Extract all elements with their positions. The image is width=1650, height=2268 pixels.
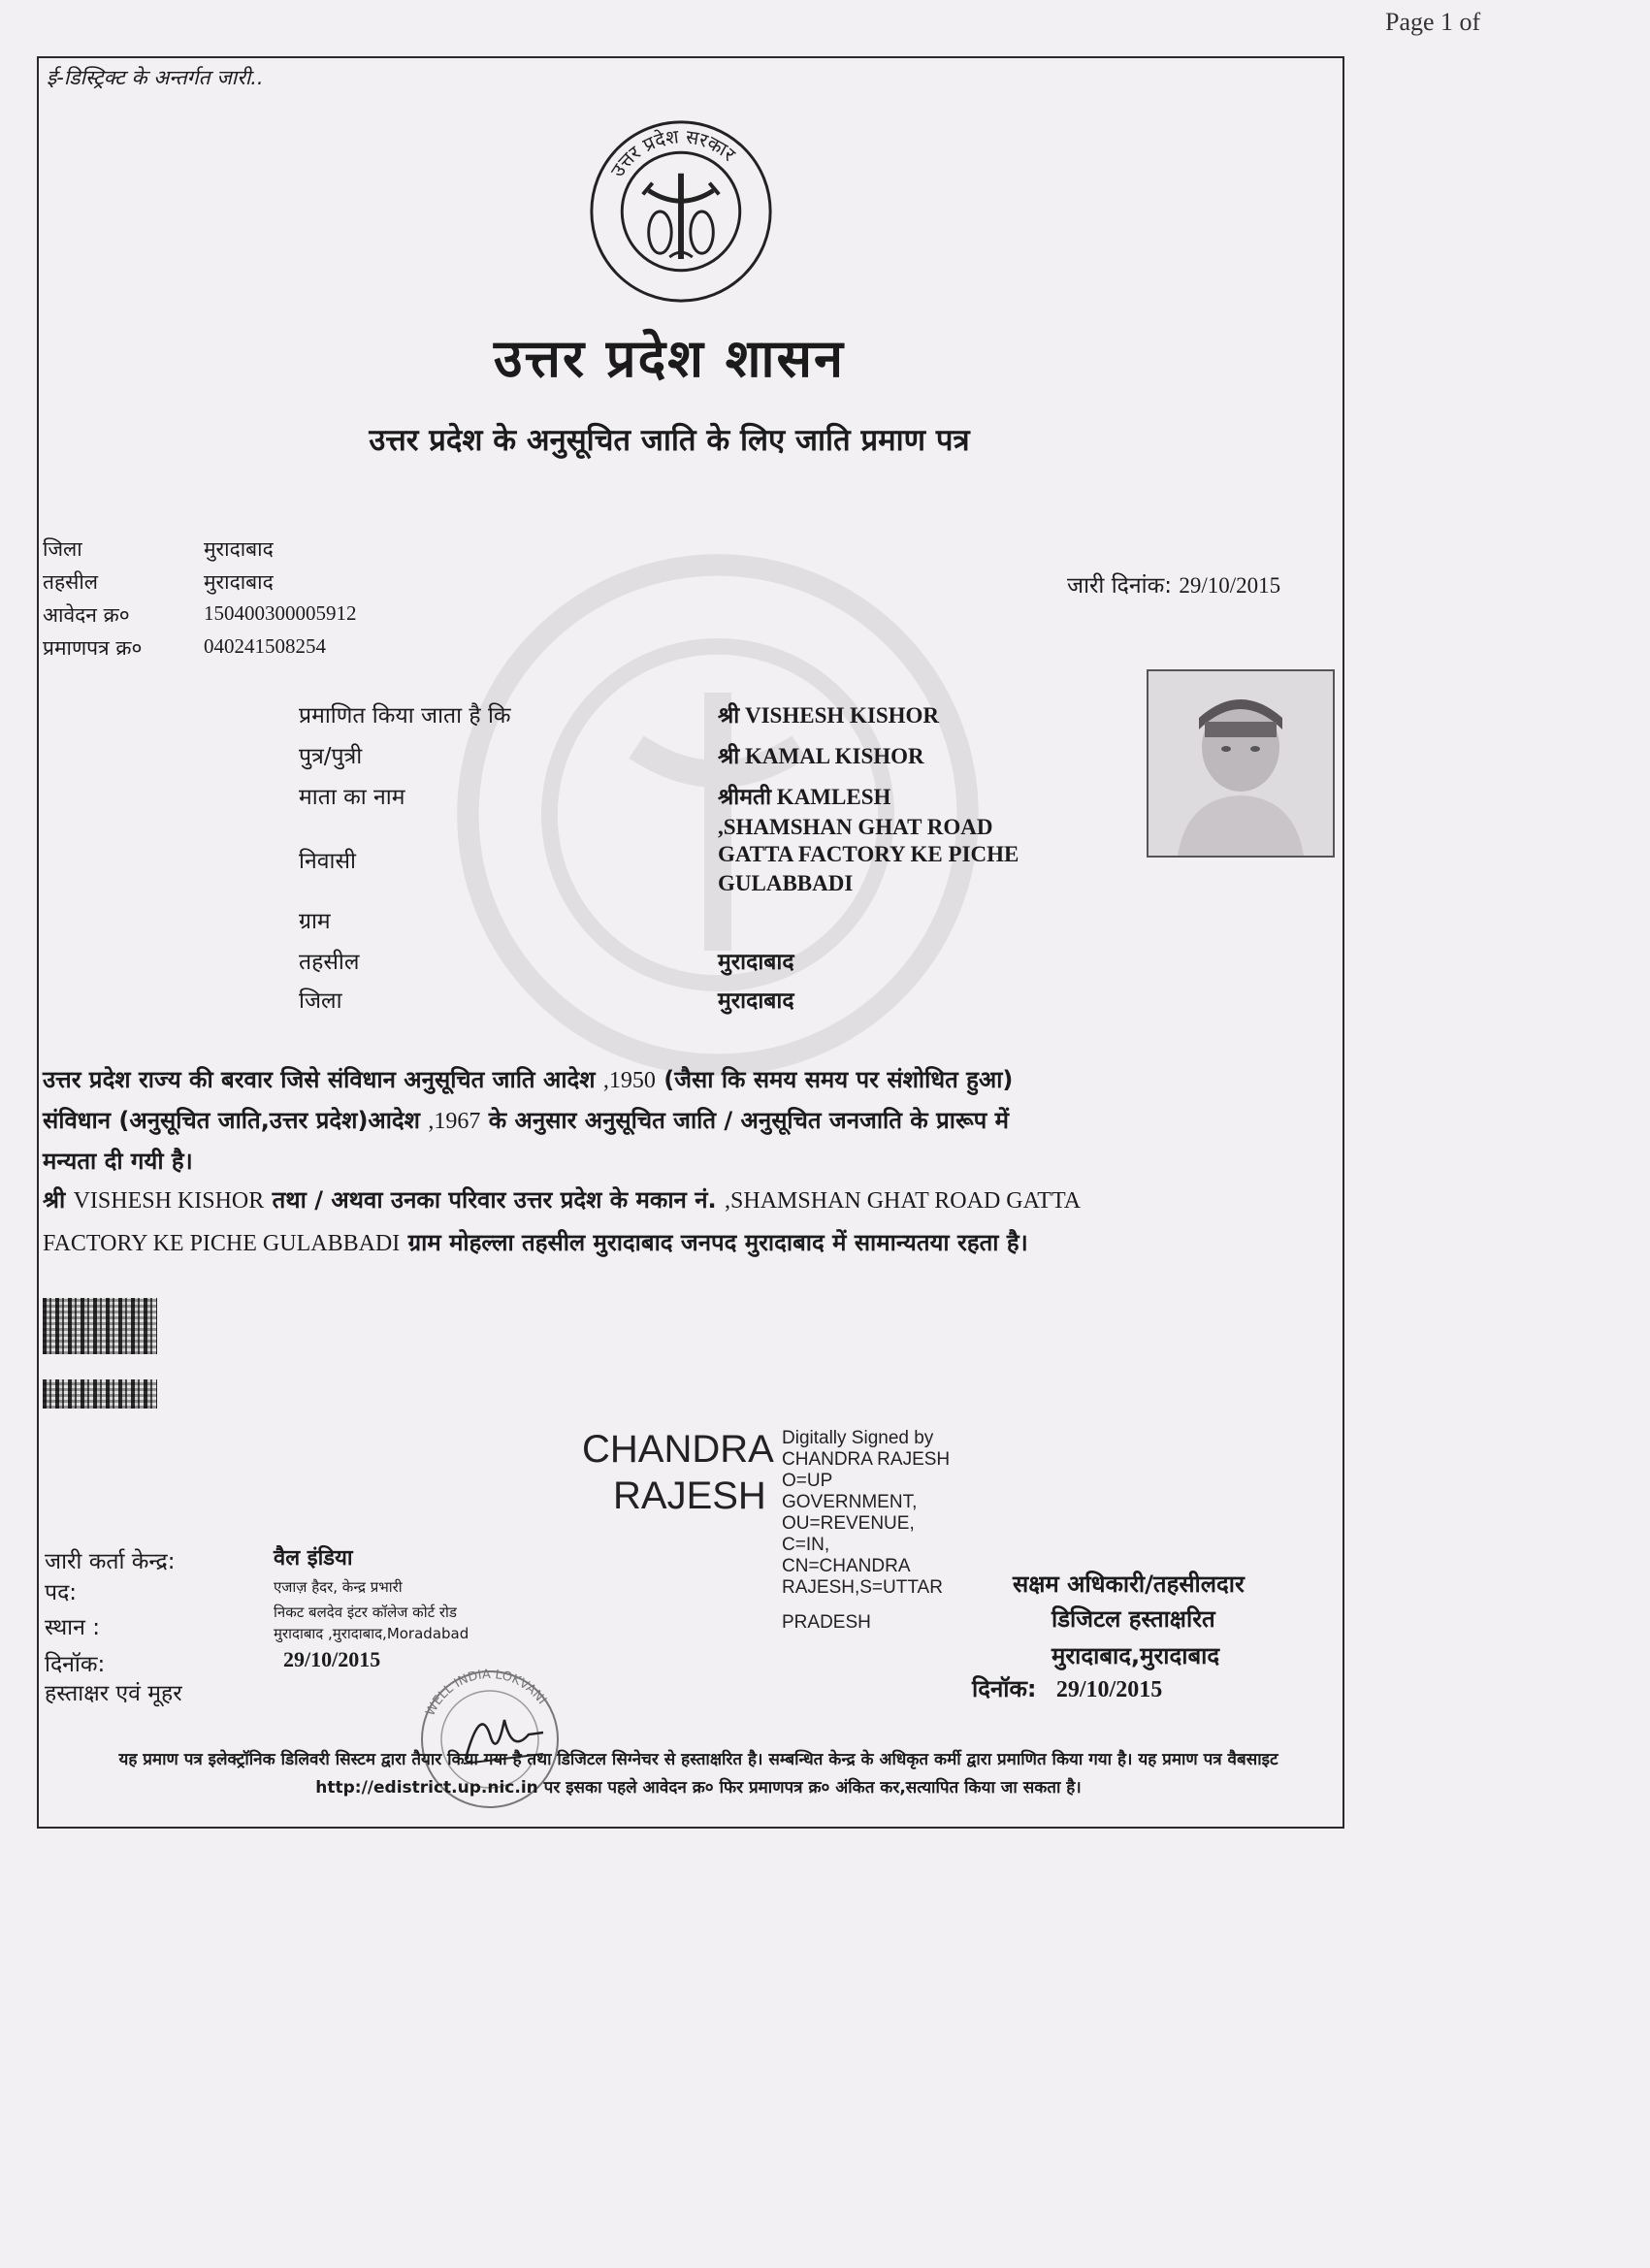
- applicant-photo-icon: [1149, 671, 1333, 856]
- meta-tehsil-label: तहसील: [43, 570, 98, 594]
- authority-date-label: दिनॉक:: [972, 1675, 1037, 1702]
- authority-date: [972, 1672, 1162, 1704]
- page-subtitle: उत्तर प्रदेश के अनुसूचित जाति के लिए जाति प्रमाण पत्र: [369, 423, 970, 458]
- field-certified-label: प्रमाणित किया जाता है कि: [299, 703, 511, 729]
- meta-district-label: जिला: [43, 537, 82, 561]
- body-line-1-a: उत्तर प्रदेश राज्य की बरवार जिसे संविधान अनुसूचित जाति आदेश: [43, 1066, 603, 1093]
- body-line-3: मन्यता दी गयी है।: [43, 1148, 193, 1175]
- applicant-photo: [1147, 669, 1335, 858]
- svg-text:उत्तर प्रदेश सरकार: उत्तर प्रदेश सरकार: [605, 125, 740, 181]
- signature-detail-line: OU=REVENUE,: [782, 1513, 915, 1534]
- body-line-4-b: VISHESH KISHOR: [73, 1188, 265, 1214]
- field-son-daughter-value: श्री KAMAL KISHOR: [718, 744, 924, 768]
- signature-detail-line: O=UP: [782, 1471, 833, 1491]
- page-number: Page 1 of: [1385, 8, 1481, 36]
- body-line-5-b: ग्राम मोहल्ला तहसील मुरादाबाद जनपद मुरादाबाद में सामान्यतया रहता है।: [400, 1229, 1028, 1256]
- field-village-label: ग्राम: [299, 909, 331, 934]
- field-address-line3: GULABBADI: [718, 871, 854, 895]
- meta-application-label: आवेदन क्र०: [43, 603, 130, 627]
- body-line-5: [43, 1226, 1028, 1258]
- issuer-date-label: दिनॉक:: [45, 1652, 106, 1677]
- field-address-line2: GATTA FACTORY KE PICHE: [718, 842, 1019, 866]
- signature-detail-spacer: [782, 1599, 950, 1612]
- field-certified-value: श्री VISHESH KISHOR: [718, 703, 940, 728]
- body-line-1-c: (जैसा कि समय समय पर संशोधित हुआ): [655, 1066, 1014, 1093]
- signature-details: [782, 1428, 950, 1634]
- field-son-daughter-label: पुत्र/पुत्री: [299, 744, 363, 769]
- body-line-2-a: संविधान (अनुसूचित जाति,उत्तर प्रदेश)आदेश: [43, 1107, 429, 1134]
- page-title: उत्तर प्रदेश शासन: [494, 328, 845, 389]
- body-line-2-c: के अनुसार अनुसूचित जाति / अनुसूचित जनजाति के प्रारूप में: [480, 1107, 1009, 1134]
- issuer-sign-label: हस्ताक्षर एवं मूहर: [45, 1681, 182, 1706]
- meta-tehsil-value: मुरादाबाद: [204, 570, 274, 594]
- authority-date-value: 29/10/2015: [1055, 1677, 1163, 1702]
- field-mother-value: श्रीमती KAMLESH: [718, 785, 891, 809]
- issue-date-label: जारी दिनांक:: [1067, 573, 1173, 599]
- field-address-line1: ,SHAMSHAN GHAT ROAD: [718, 815, 993, 839]
- footer-note: यह प्रमाण पत्र इलेक्ट्रॉनिक डिलिवरी सिस्टम द्वारा तैयार किया गया है तथा डिजिटल सिग्नेचर से हस्ताक्षरित है। सम्बन्धित केन्द्र के अधिकृत कर्मी द्वारा प्रमाणित किया गया है। यह प्रमाण पत्र वैबसाइट http://edistrict.up.nic.in पर इसका पहले आवेदन क्र० फिर प्रमाणपत्र क्र० अंकित कर,सत्यापित किया जा सकता है।: [118, 1750, 1278, 1798]
- body-line-4-a: श्री: [43, 1186, 74, 1214]
- issuer-place-label: स्थान :: [45, 1615, 100, 1640]
- authority-digital-signed: डिजिटल हस्ताक्षरित: [1051, 1605, 1215, 1633]
- body-line-2-b: ,1967: [428, 1109, 481, 1134]
- body-line-2: [43, 1104, 1009, 1136]
- signature-name-line2: RAJESH: [613, 1474, 766, 1517]
- body-line-4: [43, 1183, 1081, 1215]
- field-tehsil-label: तहसील: [299, 950, 360, 975]
- body-line-1-b: ,1950: [602, 1068, 656, 1093]
- authority-location: मुरादाबाद,मुरादाबाद: [1051, 1642, 1220, 1669]
- issuer-center-value: वैल इंडिया: [274, 1546, 353, 1571]
- meta-certificate-value: 040241508254: [204, 634, 326, 658]
- issue-date-value: 29/10/2015: [1179, 573, 1281, 598]
- signature-detail-line: CHANDRA RAJESH: [782, 1449, 951, 1470]
- stamp-text: WELL INDIA LOKVANI: [423, 1667, 550, 1719]
- field-district-label: जिला: [299, 988, 342, 1014]
- issuer-post-label: पद:: [45, 1580, 78, 1605]
- field-mother-label: माता का नाम: [299, 785, 405, 810]
- body-line-1: [43, 1063, 1013, 1095]
- signature-detail-line: CN=CHANDRA: [782, 1556, 911, 1576]
- body-line-5-a: FACTORY KE PICHE GULABBADI: [43, 1231, 401, 1256]
- top-note: ई-डिस्ट्रिक्ट के अन्तर्गत जारी..: [47, 66, 264, 89]
- issue-date: [1067, 568, 1280, 599]
- signature-detail-line: C=IN,: [782, 1535, 830, 1555]
- meta-district-value: मुरादाबाद: [204, 537, 274, 561]
- issuer-date-value: 29/10/2015: [283, 1647, 381, 1671]
- authority-title: सक्षम अधिकारी/तहसीलदार: [1013, 1571, 1245, 1598]
- signature-detail-line: Digitally Signed by: [782, 1428, 934, 1448]
- signature-detail-line: RAJESH,S=UTTAR: [782, 1577, 943, 1598]
- signature-detail-line: GOVERNMENT,: [782, 1492, 918, 1512]
- qr-code-icon: [43, 1298, 157, 1354]
- signature-name-line1: CHANDRA: [582, 1428, 774, 1471]
- meta-application-value: 150400300005912: [204, 601, 357, 625]
- body-line-4-d: ,SHAMSHAN GHAT ROAD GATTA: [725, 1188, 1082, 1214]
- field-district-value: मुरादाबाद: [718, 988, 794, 1014]
- up-government-emblem-icon: [586, 116, 776, 307]
- issuer-center-label: जारी कर्ता केन्द्र:: [45, 1549, 176, 1574]
- field-tehsil-value: मुरादाबाद: [718, 950, 794, 975]
- signature-detail-line: PRADESH: [782, 1612, 871, 1633]
- svg-text:WELL INDIA LOKVANI: [423, 1668, 549, 1719]
- body-line-4-c: तथा / अथवा उनका परिवार उत्तर प्रदेश के मकान नं.: [264, 1186, 726, 1214]
- meta-certificate-label: प्रमाणपत्र क्र०: [43, 636, 143, 660]
- issuer-post-value: एजाज़ हैदर, केन्द्र प्रभारी: [274, 1578, 403, 1596]
- issuer-place-value-1: निकट बलदेव इंटर कॉलेज कोर्ट रोड: [274, 1604, 457, 1621]
- field-resident-label: निवासी: [299, 849, 356, 874]
- barcode-icon: [43, 1379, 157, 1409]
- issuer-place-value-2: मुरादाबाद ,मुरादाबाद,Moradabad: [274, 1625, 469, 1642]
